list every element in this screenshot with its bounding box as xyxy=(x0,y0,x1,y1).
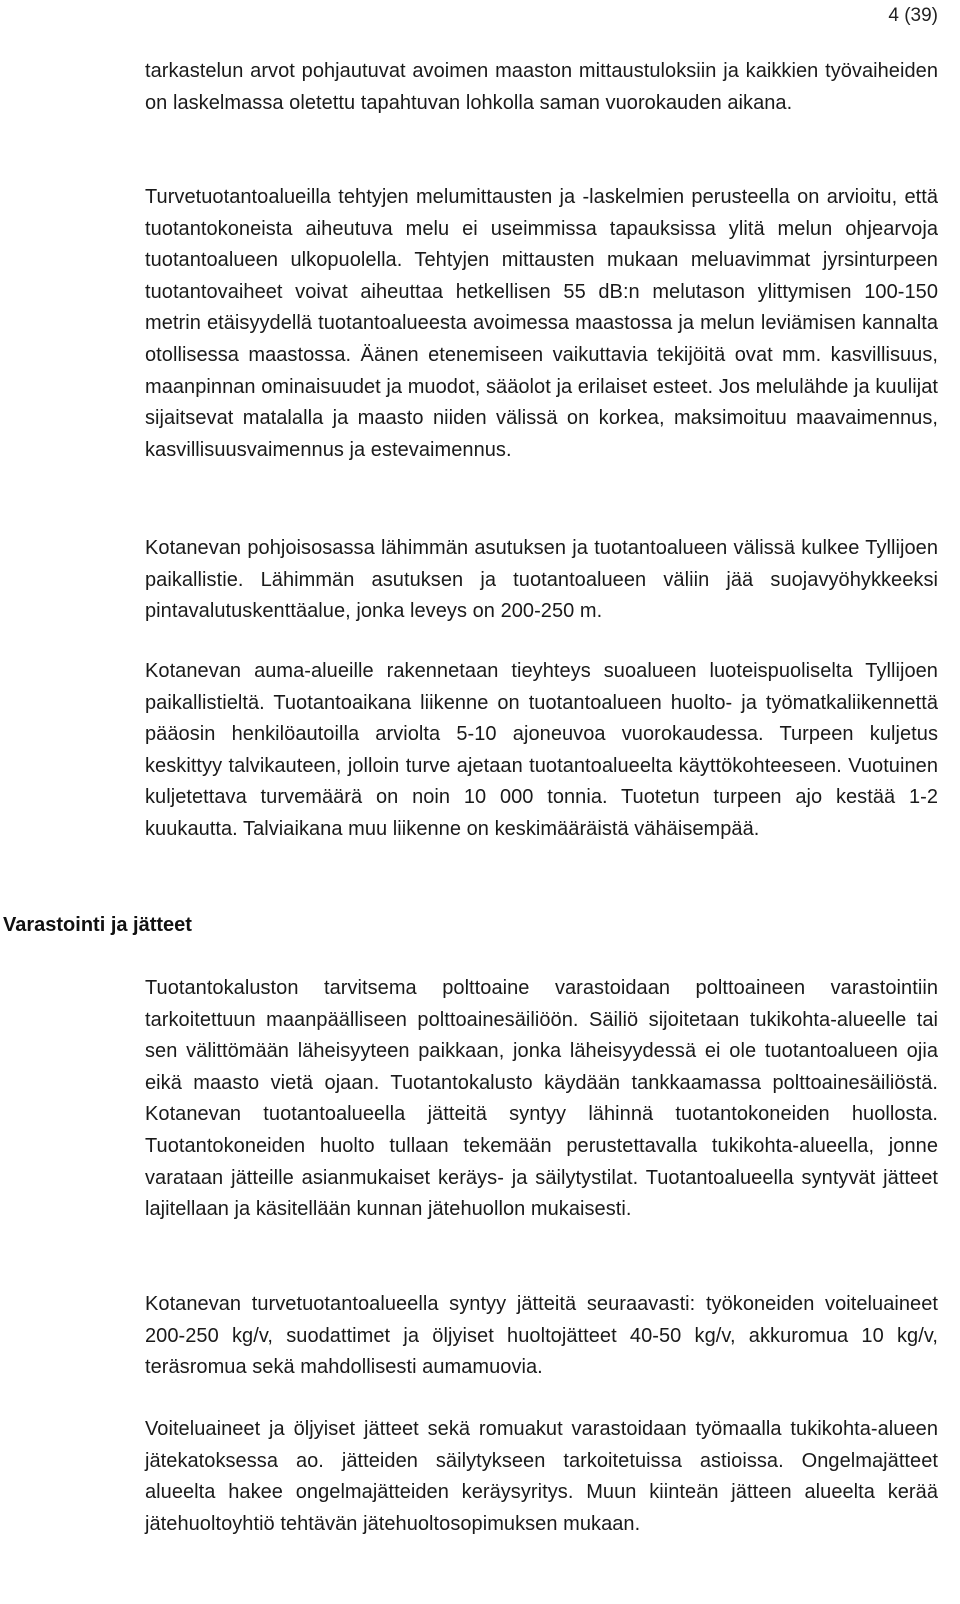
paragraph-traffic: Kotanevan auma-alueille rakennetaan tieyhteys suoalueen luoteispuoliselta Tyllijoen paikallistieltä. Tuotantoaikana liikenne on tuotantoalueen huolto- ja työmatkaliikennettä pääosin henkilöautoilla arviolta 5-10 ajoneuvoa vuorokaudessa. Turpeen kuljetus keskittyy talvikauteen, jolloin turve ajetaan tuotantoalueelta käyttökohteeseen. Vuotuinen kuljetettava turvemäärä on noin 10 000 tonnia. Tuotetun turpeen ajo kestää 1-2 kuukautta. Talviaikana muu liikenne on keskimääräistä vähäisempää. xyxy=(145,660,938,840)
paragraph-waste-handling: Voiteluaineet ja öljyiset jätteet sekä romuakut varastoidaan työmaalla tukikohta-alueen jätekatoksessa ao. jätteiden säilytykseen tarkoitetuissa astioissa. Ongelmajätteet alueelta hakee ongelmajätteiden keräysyritys. Muun kiinteän jätteen alueelta kerää jätehuoltoyhtiö tehtävän jätehuoltosopimuksen mukaan. xyxy=(145,1418,938,1535)
page-number: 4 (39) xyxy=(888,5,938,26)
paragraph-nearest-settlement: Kotanevan pohjoisosassa lähimmän asutuksen ja tuotantoalueen välissä kulkee Tyllijoen paikallistie. Lähimmän asutuksen ja tuotantoalueen väliin jää suojavyöhykkeeksi pintavalutuskenttäalue, jonka leveys on 200-250 m. xyxy=(145,537,938,623)
paragraph-fuel-storage-waste: Tuotantokaluston tarvitsema polttoaine varastoidaan polttoaineen varastointiin tarkoitettuun maanpäälliseen polttoainesäiliöön. Säiliö sijoitetaan tukikohta-alueelle tai sen välittömään läheisyyteen paikkaan, jonka läheisyydessä ei ole tuotantoalueen ojia eikä maasto vietä ojaan. Tuotantokalusto käydään tankkaamassa polttoainesäiliöstä. Kotanevan tuotantoalueella jätteitä syntyy lähinnä tuotantokoneiden huollosta. Tuotantokoneiden huolto tullaan tekemään perustettavalla tukikohta-alueella, jonne varataan jätteille asianmukaiset keräys- ja säilytystilat. Tuotantoalueella syntyvät jätteet lajitellaan ja käsitellään kunnan jätehuollon mukaisesti. xyxy=(145,977,938,1221)
paragraph-noise-measurements: Turvetuotantoalueilla tehtyjen melumittausten ja -laskelmien perusteella on arvioitu, että tuotantokoneista aiheutuva melu ei useimmissa tapauksissa ylitä melun ohjearvoja tuotantoalueen ulkopuolella. Tehtyjen mittausten mukaan meluavimmat jyrsinturpeen tuotantovaiheet voivat aiheuttaa hetkellisen 55 dB:n melutason ylittymisen 100-150 metrin etäisyydellä tuotantoalueesta avoimessa maastossa ja melun leviämisen kannalta otollisessa maastossa. Äänen etenemiseen vaikuttavia tekijöitä ovat mm. kasvillisuus, maanpinnan ominaisuudet ja muodot, sääolot ja erilaiset esteet. Jos melulähde ja kuulijat sijaitsevat matalalla ja maasto niiden välissä on korkea, maksimoituu maavaimennus, kasvillisuusvaimennus ja estevaimennus. xyxy=(145,186,938,461)
paragraph-waste-amounts: Kotanevan turvetuotantoalueella syntyy jätteitä seuraavasti: työkoneiden voiteluaineet 200-250 kg/v, suodattimet ja öljyiset huoltojätteet 40-50 kg/v, akkuromua 10 kg/v, teräsromua sekä mahdollisesti aumamuovia. xyxy=(145,1293,938,1379)
paragraph-noise-calculation-basis: tarkastelun arvot pohjautuvat avoimen maaston mittaustuloksiin ja kaikkien työvaiheiden on laskelmassa oletettu tapahtuvan lohkolla saman vuorokauden aikana. xyxy=(145,60,938,114)
section-heading-storage-and-waste: Varastointi ja jätteet xyxy=(3,914,192,936)
